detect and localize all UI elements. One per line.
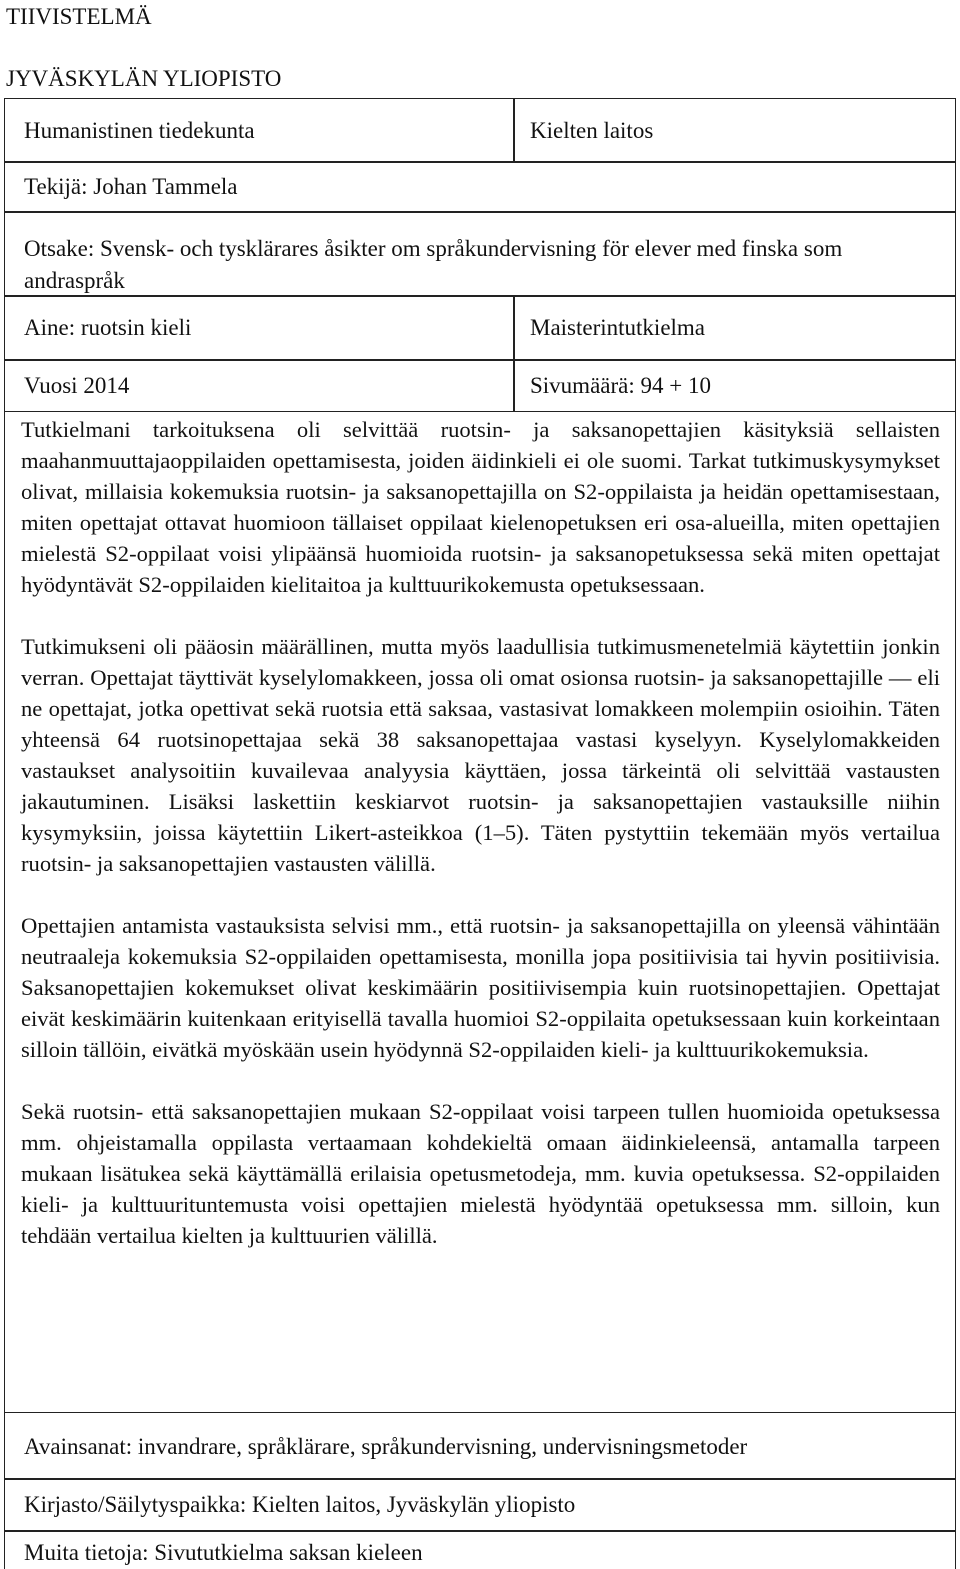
- level-text: Maisterintutkielma: [530, 315, 706, 340]
- faculty-text: Humanistinen tiedekunta: [24, 117, 255, 143]
- abstract-paragraph: Opettajien antamista vastauksista selvisi mm., että ruotsin- ja saksanopettajilla on yleensä vähintään neutraaleja kokemuksia S2-oppilaiden opettamisesta, monilla jopa positiivisia tai hyvin positiivisia. Saksanopettajien kokemukset olivat keskimäärin positiivisempia kuin ruotsinopettajien. Opettajat eivät keskimäärin kuitenkaan erityisellä tavalla huomioi S2-oppilaita opetuksessaan kuin korkeintaan silloin tällöin, eivätkä myöskään usein hyödynnä S2-oppilaiden kieli- ja kulttuurikokemuksia.: [21, 913, 940, 1062]
- pages-cell: [513, 359, 956, 412]
- abstract-paragraph: Sekä ruotsin- että saksanopettajien mukaan S2-oppilaat voisi tarpeen tullen huomioida opetuksessa mm. ohjeistamalla oppilasta vertaamaan kohdekieltä omaan äidinkieleensä, antamalla tarpeen mukaan lisätukea sekä käyttämällä erilaisia opetusmetodeja, mm. kuvia opetuksessa. S2-oppilaiden kieli- ja kulttuurituntemusta voisi opettajien mielestä hyödyntää opetuksessa mm. silloin, kun tehdään vertailua kielten ja kulttuurien välillä.: [21, 1099, 940, 1248]
- abstract-paragraph: Tutkielmani tarkoituksena oli selvittää ruotsin- ja saksanopettajien käsityksiä sellaisten maahanmuuttajaoppilaiden opettamisesta, joiden äidinkieli ei ole suomi. Tarkat tutkimuskysymykset olivat, millaisia kokemuksia ruotsin- ja saksanopettajilla on S2-oppilaista ja heidän opettamisestaan, miten opettajat ottavat huomioon tällaiset oppilaat kielenopetuksen eri osa-alueilla, miten opettajien mielestä S2-oppilaat voisi ylipäänsä huomioida ruotsin- ja saksanopetuksessa sekä miten opettajat hyödyntävät S2-oppilaiden kielitaitoa ja kulttuurikokemusta opetuksessaan.: [21, 417, 940, 597]
- page-title: TIIVISTELMÄ: [6, 4, 152, 29]
- university-name: JYVÄSKYLÄN YLIOPISTO: [6, 66, 282, 91]
- abstract-paragraph: Tutkimukseni oli pääosin määrällinen, mutta myös laadullisia tutkimusmenetelmiä käytettiin jonkin verran. Opettajat täyttivät kyselylomakkeen, jossa oli omat osionsa ruotsin- ja saksanopettajille — eli ne opettajat, jotka opettivat sekä ruotsia että saksaa, vastasivat lomakkeen molempiin osioihin. Täten yhteensä 64 ruotsinopettajaa sekä 38 saksanopettajaa vastasi kyselyyn. Kyselylomakkeiden vastaukset analysoitiin kuvailevaa analyysia käyttäen, jossa tärkeintä oli selvittää vastausten jakautuminen. Lisäksi laskettiin keskiarvot ruotsin- ja saksanopettajien vastauksille niihin kysymyksiin, joissa käytettiin Likert-asteikkoa (1–5). Täten pystyttiin tekemään myös vertailua ruotsin- ja saksanopettajien vastausten välillä.: [21, 634, 940, 876]
- subject-text: Aine: ruotsin kieli: [24, 315, 192, 340]
- keywords-cell: [4, 1412, 956, 1480]
- year-cell: [4, 359, 515, 412]
- thesis-title-text: Otsake: Svensk- och tysklärares åsikter om språkundervisning för elever med finska som andraspråk: [24, 236, 843, 293]
- other-info-text: Muita tietoja: Sivututkielma saksan kieleen: [24, 1540, 423, 1565]
- department-text: Kielten laitos: [530, 117, 654, 143]
- level-cell: [513, 295, 956, 361]
- other-info-cell: [4, 1530, 956, 1569]
- keywords-text: Avainsanat: invandrare, språklärare, språkundervisning, undervisningsmetoder: [24, 1434, 748, 1459]
- pages-text: Sivumäärä: 94 + 10: [530, 372, 711, 398]
- subject-cell: [4, 295, 515, 361]
- abstract-section: [4, 410, 956, 1412]
- library-location-text: Kirjasto/Säilytyspaikka: Kielten laitos, Jyväskylän yliopisto: [24, 1492, 576, 1517]
- year-text: Vuosi 2014: [24, 372, 130, 398]
- thesis-title-cell: [4, 211, 956, 297]
- author-text: Tekijä: Johan Tammela: [24, 174, 238, 199]
- author-cell: [4, 161, 956, 213]
- library-location-cell: [4, 1478, 956, 1532]
- faculty-cell: [4, 98, 515, 163]
- department-cell: [513, 98, 956, 163]
